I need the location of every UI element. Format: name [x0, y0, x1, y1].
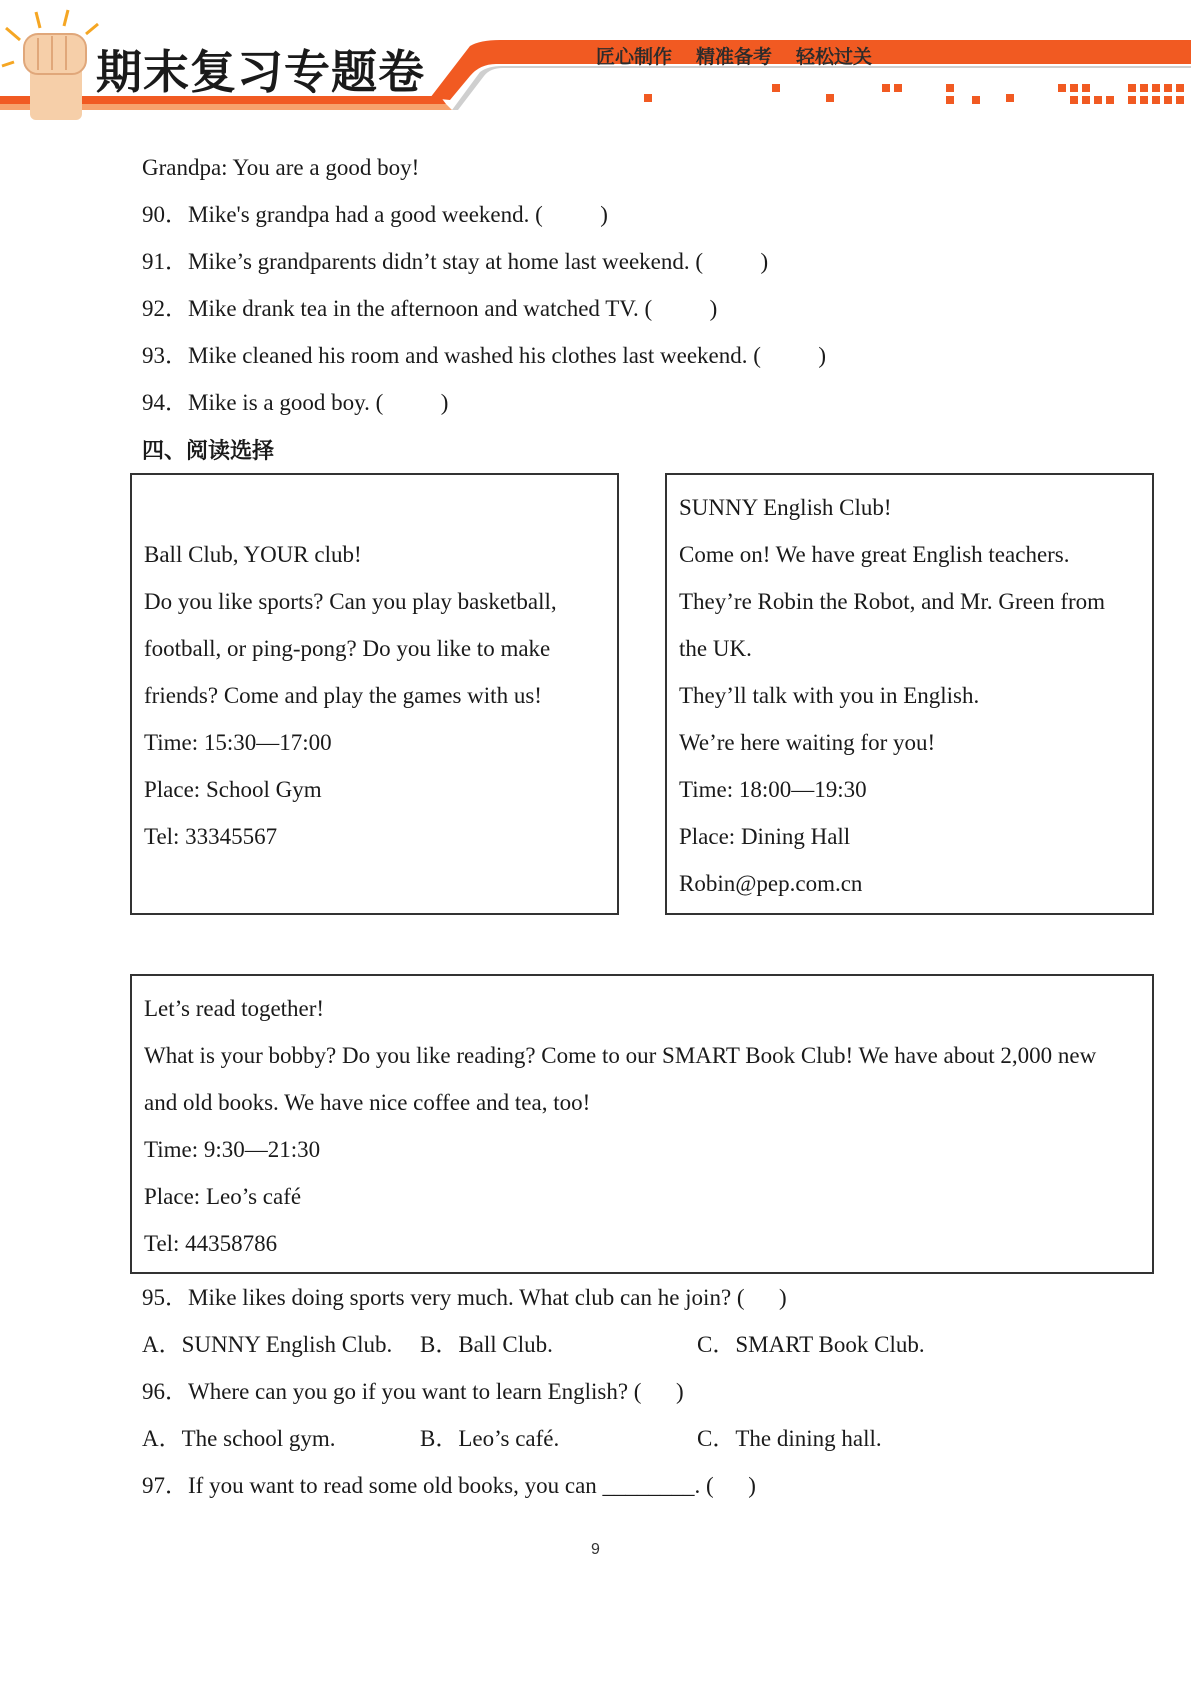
ad-line: Place: Leo’s café: [144, 1184, 302, 1209]
decorative-dots: [644, 84, 1184, 104]
ad-box-english-club: [665, 473, 1154, 915]
option-b[interactable]: B．Ball Club.: [420, 1332, 553, 1357]
option-a[interactable]: A．SUNNY English Club.: [142, 1332, 393, 1357]
ad-box-ball-club: [130, 473, 619, 915]
question-93: [142, 341, 826, 371]
question-97: [142, 1471, 756, 1501]
question-number: 96．: [142, 1379, 188, 1404]
ad-box-book-club: [130, 974, 1154, 1274]
ad-line: Place: School Gym: [144, 777, 322, 802]
question-number: 97．: [142, 1473, 188, 1498]
option-c[interactable]: C．SMART Book Club.: [697, 1332, 925, 1357]
ad-line: Ball Club, YOUR club!: [144, 542, 362, 567]
question-text: Where can you go if you want to learn English? ( ): [188, 1379, 684, 1404]
question-95: [142, 1283, 787, 1313]
ad-line: SUNNY English Club!: [679, 495, 892, 520]
ad-line: Tel: 44358786: [144, 1231, 278, 1256]
ad-line: friends? Come and play the games with us!: [144, 683, 542, 708]
ad-line: Tel: 33345567: [144, 824, 278, 849]
ad-line: Time: 18:00—19:30: [679, 777, 867, 802]
question-number: 92．: [142, 296, 188, 321]
page-header: [0, 0, 1191, 130]
question-text: Mike cleaned his room and washed his clothes last weekend. ( ): [188, 343, 827, 368]
header-slogan-1: 匠心制作: [596, 46, 673, 68]
question-number: 91．: [142, 249, 188, 274]
question-96: [142, 1377, 684, 1407]
ad-line: They’re Robin the Robot, and Mr. Green from: [679, 589, 1106, 614]
ad-line: What is your bobby? Do you like reading? Come to our SMART Book Club! We have about 2,000 new: [144, 1043, 1097, 1068]
header-slogan-2: 精准备考: [696, 46, 773, 68]
option-b[interactable]: B．Leo’s café.: [420, 1426, 560, 1451]
ad-line: Place: Dining Hall: [679, 824, 851, 849]
ad-line: Time: 9:30—21:30: [144, 1137, 321, 1162]
ad-email: Robin@pep.com.cn: [679, 871, 863, 896]
question-number: 94．: [142, 390, 188, 415]
ad-line: Let’s read together!: [144, 996, 325, 1021]
question-text: Mike's grandpa had a good weekend. ( ): [188, 202, 608, 227]
question-91: [142, 247, 768, 277]
dialogue-line: Grandpa: You are a good boy!: [142, 155, 420, 180]
question-text: Mike is a good boy. ( ): [188, 390, 449, 415]
question-90: [142, 200, 608, 230]
section-heading: 四、阅读选择: [142, 439, 275, 464]
ad-line: and old books. We have nice coffee and tea, too!: [144, 1090, 591, 1115]
question-text: Mike likes doing sports very much. What club can he join? ( ): [188, 1285, 787, 1310]
option-c[interactable]: C．The dining hall.: [697, 1426, 882, 1451]
ad-line: the UK.: [679, 636, 752, 661]
page-number: 9: [591, 1541, 600, 1558]
ad-line: We’re here waiting for you!: [679, 730, 936, 755]
ad-line: They’ll talk with you in English.: [679, 683, 980, 708]
option-a[interactable]: A．The school gym.: [142, 1426, 336, 1451]
question-number: 90．: [142, 202, 188, 227]
question-text: Mike’s grandparents didn’t stay at home last weekend. ( ): [188, 249, 769, 274]
header-slogan-3: 轻松过关: [796, 46, 873, 68]
ad-line: Do you like sports? Can you play basketball,: [144, 589, 557, 614]
question-text: Mike drank tea in the afternoon and watched TV. ( ): [188, 296, 718, 321]
question-92: [142, 294, 717, 324]
ad-line: football, or ping-pong? Do you like to make: [144, 636, 551, 661]
question-number: 95．: [142, 1285, 188, 1310]
header-title: 期末复习专题卷: [96, 45, 425, 99]
question-94: [142, 388, 448, 418]
question-number: 93．: [142, 343, 188, 368]
ad-line: Time: 15:30—17:00: [144, 730, 332, 755]
question-text: If you want to read some old books, you can ________. ( ): [188, 1473, 756, 1498]
ad-line: Come on! We have great English teachers.: [679, 542, 1070, 567]
